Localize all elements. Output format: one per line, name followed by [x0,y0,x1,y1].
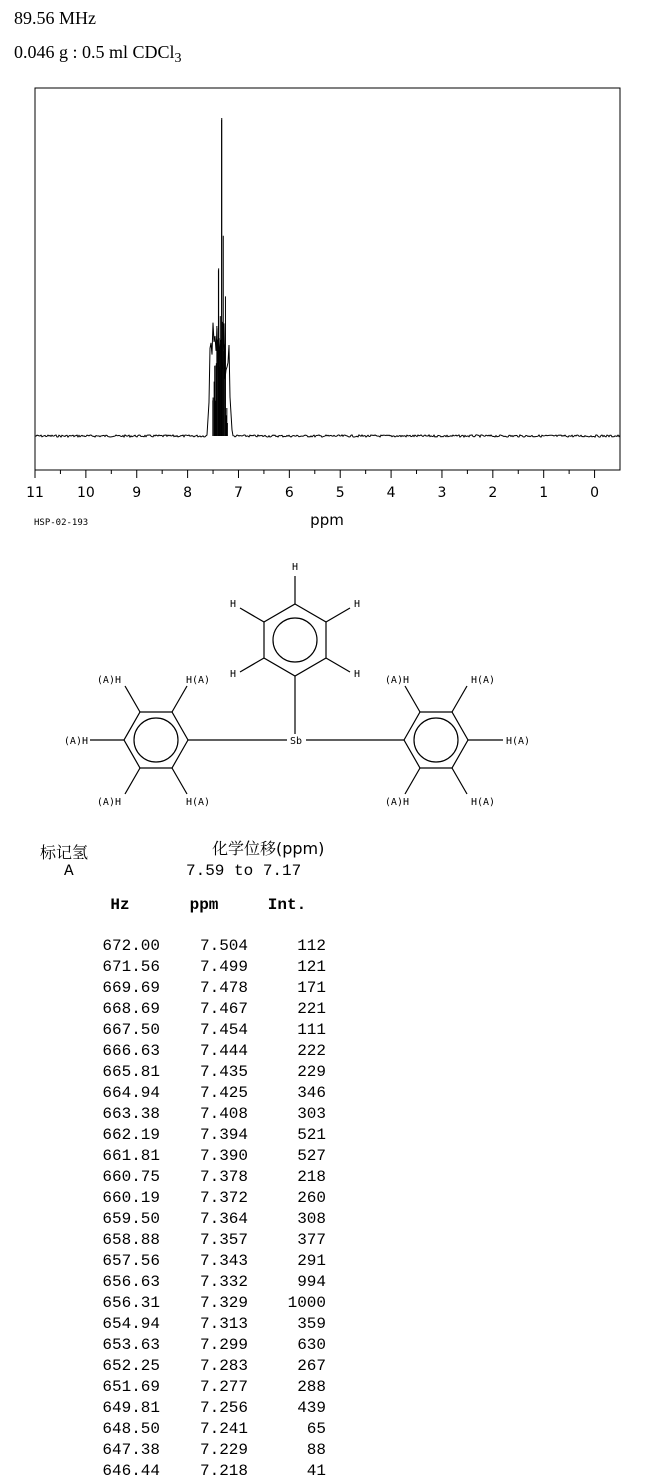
table-row [80,1335,326,1356]
plot-frame [35,88,620,470]
ppm-cell: 7.435 [199,1063,248,1081]
table-row [80,1440,326,1461]
x-tick-label: 11 [26,485,44,501]
int-cell: 218 [297,1168,326,1186]
a-h-label: H(A) [506,736,531,747]
ppm-cell: 7.467 [199,1000,248,1018]
table-row [80,1083,326,1104]
peak-table [80,896,326,1482]
ppm-cell: 7.299 [199,1336,248,1354]
hz-cell: 658.88 [102,1231,160,1249]
a-h-label: (A)H [96,797,121,808]
x-tick-label: 2 [488,485,498,501]
int-cell: 377 [297,1231,326,1249]
ppm-cell: 7.283 [199,1357,248,1375]
ppm-cell: 7.329 [199,1294,248,1312]
hz-cell: 659.50 [102,1210,160,1228]
assignment-label: A [64,862,74,880]
table-row [80,1062,326,1083]
int-cell: 303 [297,1105,326,1123]
table-row [80,1146,326,1167]
table-row [80,1041,326,1062]
table-row [80,1188,326,1209]
x-tick-label: 0 [590,485,600,501]
int-cell: 111 [297,1021,326,1039]
a-h-label: H(A) [186,797,211,808]
ppm-cell: 7.408 [199,1105,248,1123]
top-ring-h-label: H [230,599,237,610]
top-ring-h-label: H [291,562,299,573]
header-hz: Hz [110,896,130,914]
table-row [80,1125,326,1146]
table-row [80,936,326,957]
x-tick-label: 5 [335,485,345,501]
x-tick-label: 8 [183,485,193,501]
int-cell: 260 [297,1189,326,1207]
int-cell: 171 [297,979,326,997]
header-int: Int. [267,896,307,914]
hz-cell: 653.63 [102,1336,160,1354]
a-h-label: (A)H [384,797,409,808]
int-cell: 439 [297,1399,326,1417]
hz-cell: 648.50 [102,1420,160,1438]
hz-cell: 660.75 [102,1168,160,1186]
hz-cell: 667.50 [102,1021,160,1039]
hz-cell: 651.69 [102,1378,160,1396]
table-row [80,1020,326,1041]
molecular-structure [0,550,652,820]
left-ring-aromatic-circle [134,718,178,762]
x-axis-label: ppm [310,511,344,529]
ppm-cell: 7.444 [199,1042,248,1060]
hz-cell: 654.94 [102,1315,160,1333]
table-row [80,1314,326,1335]
table-row [80,1230,326,1251]
ppm-cell: 7.218 [199,1462,248,1480]
ppm-cell: 7.313 [199,1315,248,1333]
center-atom-label: Sb [289,736,303,747]
hz-cell: 672.00 [102,937,160,955]
int-cell: 308 [297,1210,326,1228]
hz-cell: 647.38 [102,1441,160,1459]
table-row [80,1293,326,1314]
assignment-label-header: 标记氢 [40,843,89,862]
x-tick-label: 6 [284,485,294,501]
a-h-label: (A)H [63,736,88,747]
x-axis-ticks [35,470,595,478]
int-cell: 346 [297,1084,326,1102]
int-cell: 222 [297,1042,326,1060]
spectrum-peaks [213,118,228,436]
assignment-range: 7.59 to 7.17 [186,862,302,880]
ppm-cell: 7.378 [199,1168,248,1186]
table-row [80,1209,326,1230]
int-cell: 288 [297,1378,326,1396]
x-tick-label: 10 [76,485,95,501]
ppm-cell: 7.256 [199,1399,248,1417]
x-tick-label: 3 [437,485,447,501]
structure-atom-labels [64,562,530,808]
a-h-label: H(A) [186,675,211,686]
hz-cell: 660.19 [102,1189,160,1207]
hz-cell: 663.38 [102,1105,160,1123]
hz-cell: 669.69 [102,979,160,997]
table-row [80,978,326,999]
ppm-cell: 7.499 [199,958,248,976]
table-row [80,1167,326,1188]
top-ring-h-label: H [354,669,361,680]
ppm-cell: 7.277 [199,1378,248,1396]
int-cell: 88 [306,1441,326,1459]
int-cell: 521 [297,1126,326,1144]
int-cell: 527 [297,1147,326,1165]
assignment-shift-header: 化学位移(ppm) [212,839,325,858]
ppm-cell: 7.372 [199,1189,248,1207]
int-cell: 221 [297,1000,326,1018]
int-cell: 41 [306,1462,326,1480]
top-ring-aromatic-circle [273,618,317,662]
hz-cell: 656.31 [102,1294,160,1312]
ppm-cell: 7.343 [199,1252,248,1270]
hz-cell: 652.25 [102,1357,160,1375]
hz-cell: 661.81 [102,1147,160,1165]
spectrum-code: HSP-02-193 [34,518,89,528]
hz-cell: 664.94 [102,1084,160,1102]
sample-main-text: 0.046 g : 0.5 ml CDCl [14,42,175,62]
a-h-label: (A)H [384,675,409,686]
hz-cell: 671.56 [102,958,160,976]
ppm-cell: 7.357 [199,1231,248,1249]
hz-cell: 666.63 [102,1042,160,1060]
x-tick-label: 4 [386,485,396,501]
hz-cell: 668.69 [102,1000,160,1018]
x-axis-tick-labels [26,485,599,501]
hz-cell: 656.63 [102,1273,160,1291]
table-row [80,1461,326,1482]
a-h-label: H(A) [471,797,496,808]
table-row [80,1251,326,1272]
table-row [80,1398,326,1419]
int-cell: 359 [297,1315,326,1333]
ppm-cell: 7.425 [199,1084,248,1102]
a-h-label: (A)H [96,675,121,686]
ppm-cell: 7.390 [199,1147,248,1165]
peak-table-header [80,896,326,918]
table-row [80,1377,326,1398]
int-cell: 112 [297,937,326,955]
a-h-label: H(A) [471,675,496,686]
hz-cell: 646.44 [102,1462,160,1480]
hz-cell: 662.19 [102,1126,160,1144]
int-cell: 994 [297,1273,326,1291]
right-ring-aromatic-circle [414,718,458,762]
ppm-cell: 7.394 [199,1126,248,1144]
ppm-cell: 7.229 [199,1441,248,1459]
table-row [80,1356,326,1377]
header-ppm: ppm [189,896,219,914]
int-cell: 1000 [287,1294,326,1312]
ppm-cell: 7.364 [199,1210,248,1228]
int-cell: 630 [297,1336,326,1354]
int-cell: 121 [297,958,326,976]
ppm-cell: 7.504 [199,937,248,955]
table-row [80,1104,326,1125]
ppm-cell: 7.241 [199,1420,248,1438]
ppm-cell: 7.332 [199,1273,248,1291]
int-cell: 229 [297,1063,326,1081]
hz-cell: 657.56 [102,1252,160,1270]
sample-subscript: 3 [174,51,182,66]
x-tick-label: 9 [132,485,142,501]
int-cell: 291 [297,1252,326,1270]
hz-cell: 665.81 [102,1063,160,1081]
table-row [80,1272,326,1293]
x-tick-label: 7 [234,485,243,501]
table-row [80,957,326,978]
top-ring-h-label: H [230,669,237,680]
int-cell: 267 [297,1357,326,1375]
ppm-cell: 7.454 [199,1021,248,1039]
peak-table-body [80,936,326,1482]
spectrum-trace [35,323,620,438]
hz-cell: 649.81 [102,1399,160,1417]
int-cell: 65 [306,1420,326,1438]
top-ring-h-label: H [354,599,361,610]
x-tick-label: 1 [539,485,549,501]
table-row [80,999,326,1020]
spectrometer-frequency: 89.56 MHz [14,8,96,28]
ppm-cell: 7.478 [199,979,248,997]
nmr-spectrum-chart [0,0,652,540]
structure-bonds [90,576,503,794]
table-row [80,1419,326,1440]
